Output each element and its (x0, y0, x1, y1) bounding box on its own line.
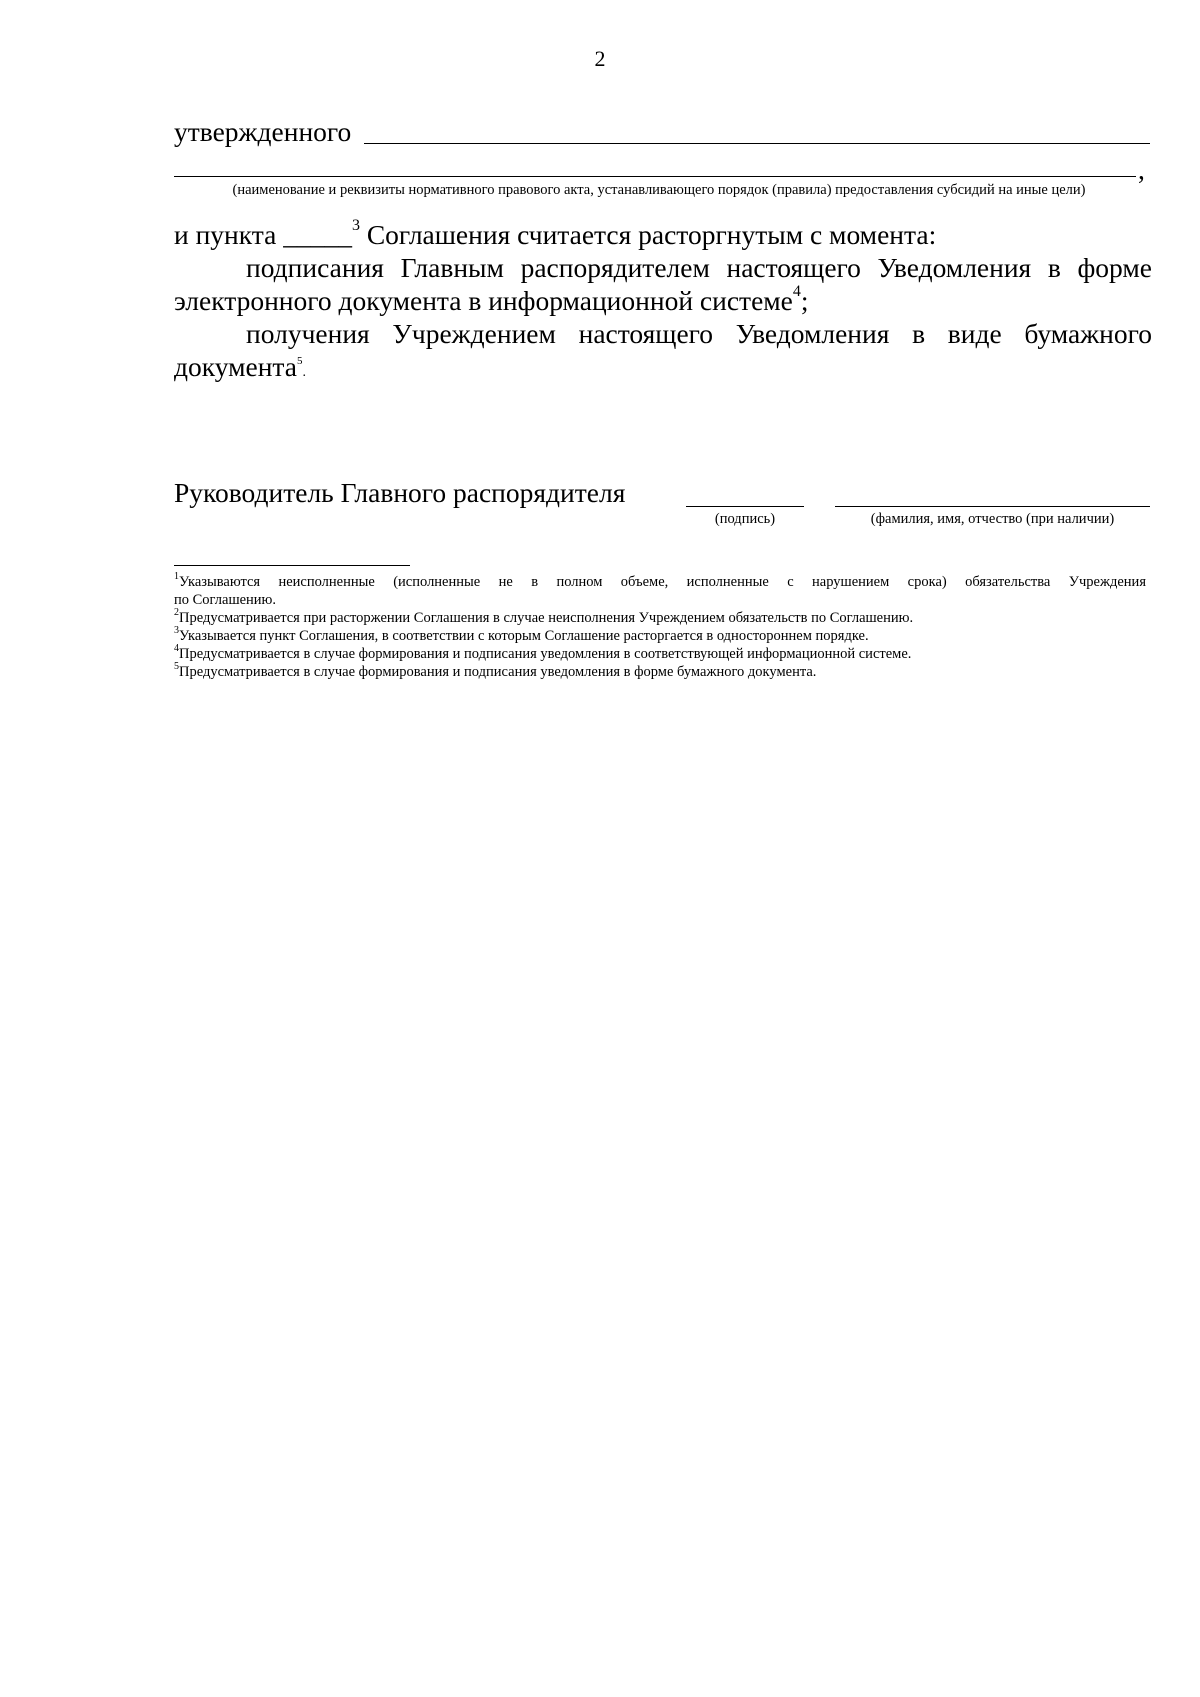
clause-rest: Соглашения считается расторгнутым с момента: (366, 219, 937, 250)
footnote-4-number: 4 (174, 643, 179, 654)
footnote-3-text: Указывается пункт Соглашения, в соответствии с которым Соглашение расторгается в одностороннем порядке. (179, 628, 869, 644)
option-2-footnote-ref: 5 (297, 355, 303, 367)
footnote-2 (174, 609, 1146, 627)
footnote-3-number: 3 (174, 625, 179, 636)
footnote-1-text: Указываются неисполненные (исполненные не в полном объеме, исполненные с нарушением срока) обязательства Учреждения (179, 574, 1146, 590)
option-2-text: документа (174, 351, 297, 382)
signature-label: Руководитель Главного распорядителя (174, 477, 626, 508)
page-number: 2 (594, 46, 606, 71)
name-line (835, 506, 1150, 507)
option-1-line-2 (174, 283, 809, 316)
option-2-line-1: получения Учреждением настоящего Уведомления в виде бумажного (246, 318, 1152, 349)
approved-label: утвержденного (174, 116, 352, 147)
option-1-end: ; (800, 285, 809, 316)
clause-prefix: и пункта (174, 219, 277, 250)
footnote-separator (174, 565, 410, 566)
option-2-end: . (302, 365, 306, 380)
signature-line (686, 506, 804, 507)
approved-blank-line (364, 143, 1150, 144)
footnote-1-line-2: по Соглашению. (174, 592, 277, 608)
footnote-3 (174, 627, 1146, 645)
clause-blank: _____ (283, 219, 352, 250)
name-caption: (фамилия, имя, отчество (при наличии) (870, 511, 1115, 527)
clause-footnote-ref: 3 (351, 217, 360, 234)
footnote-1-line-1 (174, 573, 1146, 591)
footnote-2-text: Предусматривается при расторжении Соглашения в случае неисполнения Учреждением обязательств по Соглашению. (179, 610, 914, 626)
footnote-1-number: 1 (174, 571, 179, 582)
act-blank-line (174, 176, 1136, 177)
footnote-4-text: Предусматривается в случае формирования и подписания уведомления в соответствующей информационной системе. (179, 646, 912, 662)
act-caption: (наименование и реквизиты нормативного правового акта, устанавливающего порядок (правила) предоставления субсидий на иные цели) (232, 182, 1086, 198)
footnote-4 (174, 645, 1146, 663)
option-1-line-1: подписания Главным распорядителем настоящего Уведомления в форме (246, 252, 1152, 283)
signature-caption: (подпись) (714, 511, 776, 527)
act-comma: , (1138, 154, 1145, 185)
footnote-2-number: 2 (174, 607, 179, 618)
footnote-5 (174, 663, 1146, 681)
option-2-line-2 (174, 352, 306, 388)
clause-line (174, 217, 937, 250)
footnote-5-number: 5 (174, 661, 179, 672)
footnote-5-text: Предусматривается в случае формирования и подписания уведомления в форме бумажного документа. (179, 664, 817, 680)
option-1-text: электронного документа в информационной системе (174, 285, 793, 316)
option-1-footnote-ref: 4 (792, 283, 801, 300)
